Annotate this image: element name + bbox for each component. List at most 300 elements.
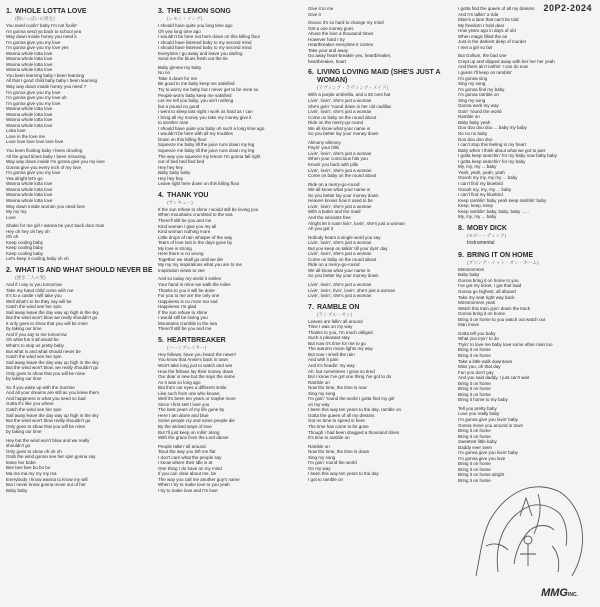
lyric-line: Payin' your bills (308, 145, 340, 151)
lyric-line: Inspiration views to see (158, 267, 205, 273)
lyric-line: Bring it on home (458, 352, 491, 358)
lyric-line: Bring it home to my baby (458, 397, 508, 403)
lyric-line: Oh what fun it all would be (6, 337, 59, 343)
lyric-line: I wouldn't be here with all my troubles (158, 131, 233, 137)
lyric-line: Bring it on home (458, 478, 491, 484)
lyric-line: Get a one money goes (308, 25, 354, 31)
song-title: HEARTBREAKER (167, 336, 226, 344)
lyric-line: Sing my song (308, 454, 336, 460)
song-heading (458, 252, 598, 260)
lyric-line: I'm gonna sing (458, 75, 488, 81)
lyric-line: Keep cooling baby (6, 250, 44, 256)
lyrics-list (158, 352, 306, 494)
lyric-line: Baby when I think about what we got to part (458, 147, 546, 153)
lyric-line: When I try to make love to you yeah (158, 482, 230, 488)
lyric-line: Wanna whole lotta love (6, 192, 53, 198)
lyric-line: You been learning baby I been learning (6, 72, 85, 78)
lyric-line: Doo doo doo doo ... baby my baby (458, 125, 527, 131)
lyric-line: My, my, my ... baby (458, 214, 497, 220)
song-heading (158, 8, 306, 16)
lyric-line: I been this way ten years to the day (308, 471, 379, 477)
lyric-line: So if you wake up with the Sunrise (6, 384, 75, 390)
lyric-line: Sail away leave the day way up high in the sky (6, 309, 99, 315)
lyric-line: Crept up and slipped away with her her her yeah (458, 58, 555, 64)
lyric-line: Try to worry me baby but I never get to be mine so (158, 87, 259, 93)
song-number: 1. (6, 8, 12, 15)
lyric-line: Gonna move you around in town (458, 422, 524, 428)
lyric-line: Bring it on home (458, 386, 491, 392)
lyric-line: Everytime I go away and leave you darling (158, 50, 243, 56)
lyric-line: Heaven knows how it used to be (308, 198, 373, 204)
lyric-line: I'm gonna give you my love (6, 89, 61, 95)
hand-drawn-illustration (468, 476, 588, 581)
lyric-line: Bring it on home to you watch out watch out (458, 316, 546, 322)
lyric-line: but a pound no good (158, 103, 200, 109)
lyric-line: Thanks to you it will be done (158, 287, 215, 293)
lyric-line: Though I had been dragged a thousand times (308, 429, 400, 435)
song-number: 9. (458, 251, 464, 259)
song-japanese-title: (ブリング・イット・オン・ホーム) (467, 259, 539, 265)
song-number: 3. (158, 8, 164, 15)
lyric-line: Livin', lovin', she's just a woman (308, 109, 372, 115)
lyric-line: Yeah, yeah, yeah, yeah (458, 169, 505, 175)
lyric-line: I got to ramble on (308, 476, 344, 482)
lyric-line: Baby gimme my baby (158, 64, 202, 70)
lyric-line: My love is strong (158, 245, 192, 251)
lyric-line: I would still be loving you (158, 315, 208, 321)
lyric-line: Ramble on (308, 443, 330, 449)
lyric-line: Livin', lovin', she's just a woman (308, 240, 372, 246)
song-number: 7. (308, 303, 314, 311)
lyric-line: Grab the wind gonna see her spin gonna say (6, 454, 96, 460)
lyric-line: Baby baby (458, 272, 480, 278)
lyric-line: Hey hey hey (158, 164, 184, 170)
song-number: 8. (458, 224, 464, 232)
lyric-line: Bring it on home (458, 461, 491, 467)
lyric-line: Since I first sett I love you (158, 401, 210, 407)
lyric-line: Ramble on (308, 379, 330, 385)
lyric-line: People worry baby keep me satisfied (158, 92, 232, 98)
lyric-line: Send me the blues fresh out the tie (158, 56, 228, 62)
lyric-line: But the wind won't blow we really shouldn't go (6, 315, 98, 321)
lyric-line: out of bed bed bed bed (158, 159, 205, 165)
lyric-line: Way way down inside honey you need ? (6, 84, 87, 90)
lyric-line: If the sun refuse to shine I would still be loving you (158, 206, 259, 212)
lyric-line: by taking our time (6, 429, 42, 435)
lyric-line: Gonna bring it on home (458, 311, 506, 317)
lyric-line: Tears of love lost in the days gone by (158, 240, 233, 246)
lyric-line: And the servants free (308, 214, 351, 220)
lyric-line: Give it to me (308, 6, 334, 11)
lyric-line: I've got my ticket, I got that load (458, 283, 522, 289)
lyric-line: Happiness I'm glad (158, 304, 197, 310)
lyrics-list (308, 319, 456, 483)
lyric-line: by taking our time (6, 376, 42, 382)
lyric-line: Squeeze me baby till the juice runs down my leg (158, 142, 255, 148)
song-heading (308, 304, 456, 312)
lyric-line: shouldn't go (6, 443, 31, 449)
lyric-line: Tell you pretty baby (458, 405, 497, 411)
song-japanese-title: (ランブル・オン) (317, 311, 353, 317)
song-title: LIVING LOVING MAID (SHE'S JUST A WOMAN) (317, 69, 441, 85)
lyric-line: Go away heart-breaker yes, heartbreaker, (308, 53, 392, 59)
song-title: RAMBLE ON (317, 303, 360, 311)
lyric-line: Ah, but sometimes I grow so tired (308, 368, 375, 374)
lyric-line: Squeeze me baby till the juice runs down my leg (158, 148, 255, 154)
lyric-line: How years ago in days of old (458, 28, 516, 34)
lyrics-list (6, 282, 154, 493)
lyric-line: And it's headin' my way (308, 362, 355, 368)
lyric-line: Keep cooling baby (6, 239, 44, 245)
lyric-line: Keep cooling baby (6, 245, 44, 251)
lyric-line: I know where their idle is at (158, 460, 213, 466)
lyric-line: You been flooling baby I been drooling (6, 148, 83, 154)
lyric-line: Bee bee bee bo bo bo (6, 465, 51, 471)
lyric-line: She's goin' 'round down in her old cadillac (308, 103, 392, 109)
lyrics-list (6, 23, 154, 262)
lyric-line: I can't stop this feeling in my heart (458, 142, 526, 148)
lyric-line: Love love love love love love (6, 139, 64, 145)
lyric-line: Wanna whole lotta love (6, 56, 53, 62)
lyric-line: But the wind won't blow really shouldn't go (6, 418, 91, 424)
lyric-line: Wanna whole lotta love (6, 106, 53, 112)
lyric-line: I bring all my money you take my money give it (158, 114, 252, 120)
lyric-line: Gotta the queen of all my dreams (308, 412, 375, 418)
lyric-line: But I know I've got one thing I've got to do (308, 374, 392, 380)
lyric-line: I gotta keep searchin' for my baby (458, 158, 526, 164)
song-heading (458, 225, 598, 233)
lyric-line: I'm gonna give you lovin' baby (458, 417, 519, 422)
lyric-line: Daddy ever seen (458, 444, 493, 450)
lyric-line: And happiness is what you need so bad (6, 395, 86, 401)
lyric-line: Only goes to show that you will be mine (6, 370, 86, 376)
song-japanese-title: (レモン・ソング) (167, 16, 203, 21)
lyric-line: Bring it on home (458, 380, 491, 386)
lyric-line: Ride on a merry-go-round (308, 262, 360, 268)
lyric-line: Come on baby on the round about (308, 173, 377, 179)
lyric-line: So you better lay your money down (308, 192, 379, 198)
lyric-line: I'm goin' 'round the world I gotta find my girl (308, 396, 395, 402)
lyric-line: Sing my song (308, 390, 336, 396)
lyric-line: Come on baby on the round about (308, 114, 377, 120)
song-heading (158, 337, 306, 345)
lyric-line: Take a little walk downtown (458, 358, 513, 364)
lyric-line: Shake for me girl I wanna be your back door man (6, 223, 105, 229)
lyric-line: Just in the darkest deep of murder (458, 39, 527, 45)
lyrics-list (308, 92, 456, 298)
lyric-line: Wanna whole lotta love (6, 197, 53, 203)
lyric-line: Ride on a merry-go-round (308, 181, 360, 187)
lyric-line: Let me tell you baby, you ain't nothing (158, 98, 234, 104)
lyric-line: Gonna go highest, all aboard (458, 288, 516, 294)
lyric-line: Heartbreaker everytime it comes (308, 42, 374, 48)
lyric-line: But I'll just keep on rollin' along (158, 429, 220, 435)
lyric-line: Alright let it roam livin', lovin', she's just a woman (308, 220, 405, 226)
lyric-line: No no no baby (458, 131, 488, 137)
lyric-line: I wouldn't be here not here down on this killing floor (158, 34, 261, 40)
lyric-line: Here there is no wrong (158, 251, 204, 257)
lyric-line: I'm gonna ramble on (458, 92, 499, 98)
lyric-line: With a purple umbrella, and a 50 cent hat (308, 92, 391, 98)
lyric-line: And with it pain (308, 357, 339, 363)
song-block (308, 304, 456, 483)
lyric-line: But Gollum, the bad one (458, 53, 507, 59)
lyric-line: 'Bout the way you left me flat (158, 449, 216, 455)
lyric-line: Mountains crumble to the sea (158, 320, 218, 326)
lyric-line: Wanna whole lotta love (6, 111, 53, 117)
song-block (458, 6, 598, 220)
lyric-line: And there ain't nothin' I can do now (458, 64, 529, 70)
lyric-line: My my my (6, 209, 27, 215)
lyric-line: I can't find my bluebird (458, 180, 503, 186)
song-number: 5. (158, 336, 164, 344)
lyric-line: We all know what your name is (308, 187, 370, 193)
song-japanese-title: (モビー・ディック) (467, 232, 507, 238)
lyric-line: I'm gonna give you my love yes (6, 45, 69, 51)
lyrics-column-2 (158, 6, 306, 499)
lyric-line: Ooooh my, my, my ... baby (458, 186, 512, 192)
lyric-line: Livin', lovin', she's just a woman (308, 203, 372, 209)
lyric-line: Man move (458, 322, 480, 328)
lyric-line: But now it's time for me to go (308, 340, 366, 346)
lyric-line: What's to stop us pretty baby (6, 342, 64, 348)
lyric-line: Ooooh my my, my my ... baby (458, 175, 518, 181)
lyric-line: Catch the wind see her spin (6, 407, 62, 412)
lyric-line: As it was so long ago (158, 379, 201, 385)
lyric-line: When mountains crumbled to the sea (158, 212, 233, 218)
lyric-line: Nobody hears a single word you say (308, 234, 381, 240)
lyric-line: Leaves are fallin' all around (308, 318, 363, 324)
song-number: 4. (158, 191, 164, 199)
lyric-line: Such a pleasant stay (308, 335, 350, 341)
lyric-line: Lotta love (6, 128, 26, 134)
lyric-line: I'm gonna give you my love (6, 170, 61, 176)
lyrics-list (458, 267, 598, 484)
song-heading (6, 267, 154, 275)
lyric-line: By the wicked ways of love (158, 424, 212, 429)
lyric-line: But the wind won't blow, we really shouldn't go (6, 365, 99, 371)
lyric-line: And so today my world it smiles (158, 276, 222, 282)
lyric-line: Let's keep it cooling baby oh oh (6, 256, 69, 262)
lyric-line: One thing I do have on my mind (158, 465, 222, 471)
lyric-line: heartbreaker, heart (308, 58, 347, 64)
lyric-line: I'm gonna give you love (458, 455, 506, 461)
lyric-line: I should have listened baby to my second mind (158, 39, 252, 45)
lyric-line: Doo doo doo doo (458, 136, 493, 142)
lyric-line: Hey oh hey oh hey oh (6, 228, 50, 234)
lyric-line: Livin', lovin', she's just a woman (308, 150, 372, 156)
song-number: 2. (6, 266, 12, 274)
lyric-line: Take my seat right way back (458, 294, 515, 300)
song-japanese-title: (胸いっぱいの愛を) (15, 16, 55, 21)
lyric-line: Ah you got it (308, 226, 334, 232)
lyrics-list (458, 6, 598, 220)
lyric-line: Livin', lovin', she's just a woman (308, 251, 372, 257)
lyric-line: Some people cry and some people die (158, 418, 235, 424)
lyric-line: What you tryin' to do (458, 336, 499, 342)
lyric-line: Together we shall go until we die (158, 256, 224, 262)
song-heading (6, 8, 154, 16)
lyric-line: Oh oh (6, 234, 19, 240)
song-title: MOBY DICK (467, 224, 507, 232)
lyric-line: Hey hey hey (158, 175, 184, 181)
lyric-line: Now the time, the time is down (308, 449, 370, 455)
lyric-line: Livin', lovin', livin', lovin', she's just a woman (308, 287, 396, 293)
lyric-line: The best years of my life gone by (158, 407, 225, 413)
lyric-line: Abuse the love a thousand times (308, 31, 374, 37)
lyric-line: I'm gonna send ya back to school yea (6, 28, 82, 34)
lyric-line: So you better lay your money down (308, 131, 379, 137)
lyric-line: I should have listened baby to my second mind (158, 45, 252, 51)
lyric-line: Oh yea long time ago (158, 28, 201, 34)
lyric-line: Only goes to show oh oh oh (6, 448, 62, 454)
lyric-line: Thanks to you, I'm much obliged (308, 329, 373, 335)
lyric-line: I met a girl so fair (458, 44, 493, 50)
lyric-line: But now I smell the rain (308, 351, 355, 357)
lyric-line: And all your dreams are still as you knew them (6, 390, 100, 396)
song-block (308, 69, 456, 298)
lyric-line: Sweetest little baby (458, 439, 497, 445)
lyrics-column-1 (6, 6, 154, 498)
song-title: THE LEMON SONG (167, 8, 231, 15)
lyric-line: I'm goin' round the world (308, 460, 357, 466)
lyric-line: Well what's to be they say will be (6, 298, 72, 304)
song-block (158, 337, 306, 494)
lyric-line: The time has come to be gone (308, 424, 369, 429)
lyric-line: Mmmmmmm yeah (458, 300, 496, 306)
lyric-line: I should have quite you long time ago (158, 23, 233, 28)
lyric-line: Livin', lovin', she's just a woman (308, 293, 372, 299)
lyric-line: Sail away leave the day way up high in the sky (6, 359, 99, 365)
lyric-line: Kind woman nothing more (158, 229, 211, 235)
song-title: WHAT IS AND WHAT SHOULD NEVER BE (15, 266, 153, 274)
song-japanese-title: (強き二人の愛) (15, 274, 46, 280)
lyric-line: I don't care what the people say (158, 454, 222, 460)
song-japanese-title: (サンキュー) (167, 199, 193, 205)
lyric-line: If you can clear about me, be (158, 471, 217, 477)
lyric-line: on my way (308, 401, 330, 407)
lyric-line: It's to a castle I will take you (6, 293, 62, 299)
lyric-line: Sing my song (458, 97, 486, 103)
lyric-line: We all know what your name is (308, 125, 370, 131)
lyric-line: So you better lay your money down (308, 273, 379, 279)
lyric-line: Won't take long just to watch and see (158, 362, 233, 368)
label-logo: MMGINC. (541, 587, 578, 599)
lyric-line: Love you really baby (458, 411, 500, 417)
song-block (458, 225, 598, 247)
lyric-line: leave her babe (6, 459, 36, 465)
lyric-line: Be good to me baby keep me satisfied (158, 81, 235, 87)
lyric-line: Give it (308, 11, 321, 17)
lyric-line: Gonna work my way (458, 103, 499, 109)
lyric-line: Ride on the merry-go round (308, 120, 364, 126)
lyric-line: If the sun refuse to shine (158, 309, 208, 315)
lyric-line: With a butler and the maid (308, 209, 361, 215)
lyric-line: We all know what your name is (308, 267, 370, 273)
song-heading (158, 192, 306, 200)
lyric-line: Wanna whole lotta love (6, 67, 53, 73)
lyric-line: My my my inspirations what you are to me (158, 262, 243, 268)
lyrics-list (308, 6, 456, 64)
lyric-line: Bring it on home (458, 428, 491, 434)
lyric-line: Keep, keep, keep (458, 203, 494, 209)
lyric-line: Gotta it's like you where (6, 401, 54, 407)
lyric-line: Bring it on home alright (458, 472, 505, 478)
lyric-line: I'm gonna give you lovin' baby (458, 450, 519, 456)
lyric-line: Bring it on home (458, 347, 491, 353)
lyric-line: by taking our time (6, 326, 42, 332)
lyric-line: I'm gonna find my baby (458, 86, 505, 92)
lyric-line: Way down inside woman you need love (6, 203, 85, 209)
lyric-line: The way you squeeze my lemon I'm gonna fall right (158, 153, 261, 159)
lyric-line: And I'm talkin' a ride (458, 11, 499, 17)
lyric-line: Gonna bring it on home to you (458, 277, 519, 283)
lyric-line: Like such from one who knows (158, 390, 220, 396)
lyric-line: Baby baby (6, 487, 28, 493)
lyric-line: Livin', lovin', she's just a woman (308, 281, 372, 287)
lyric-line: When your conscious hits you (308, 156, 368, 162)
lyric-line: Knock you back with pills (308, 162, 359, 168)
lyric-line: Down on this killing floor (158, 136, 207, 142)
lyric-line: Take it down for me (158, 75, 198, 81)
lyric-line: I gotta find the queen of all my dreams (458, 6, 535, 11)
lyric-line: Livin', lovin', she's just a woman (308, 167, 372, 173)
lyric-line: Kind woman I give you my all (158, 223, 217, 229)
lyric-line: And if I say to you tomorrow (6, 281, 62, 287)
lyric-line: I went to sleep last night I work as hard as I can (158, 109, 253, 115)
lyric-line: Wanna whole lotta love (6, 186, 53, 192)
lyric-line: Sail away leave the day way up high in the sky (6, 412, 99, 418)
lyric-line: I should have quite you baby oh such a long time ago (158, 125, 265, 131)
lyric-line: I'm gonna give you my love (6, 100, 61, 106)
lyric-line: Leave right here down on this killing floor (158, 181, 240, 187)
lyric-line: Ma ma ma my my my ma (6, 471, 57, 477)
lyric-line: I'm gonna give you my love uh (6, 95, 67, 101)
lyric-line: My freedom I hold dear (458, 22, 505, 28)
lyric-line: Ramble on (458, 114, 480, 120)
lyric-line: Got no time to spend in here (308, 418, 365, 424)
song-block (308, 6, 456, 64)
lyric-line: How the fellows lay their money down (158, 368, 234, 374)
song-japanese-title: (リヴィング・ラヴィング・メイド) (317, 85, 389, 91)
song-title: THANK YOU (167, 191, 209, 199)
lyric-line: But you keep on talkin' till your dyin' day (308, 245, 388, 251)
lyric-line: Livin', lovin', she's just a woman (308, 98, 372, 104)
lyric-line: Gotta tell you baby (458, 330, 496, 336)
lyric-line: Tryin' to love me baby love some other man too (458, 341, 553, 347)
lyric-line: Mine's a lane that can't be told (458, 17, 519, 23)
lyric-line: Well it's been ten years or maybe more (158, 396, 236, 402)
song-block (6, 8, 154, 262)
lyric-line: Bring it on home (458, 391, 491, 397)
song-number: 6. (308, 69, 314, 77)
lyric-line: When magic filled the air (458, 33, 508, 39)
lyric-line: Wanna whole lotta love (6, 181, 53, 187)
catalog-number: 20P2-2024 (543, 3, 592, 13)
lyric-line: Wanna whole lotta love (6, 61, 53, 67)
lyric-line: Now the time, the time is now (308, 385, 367, 391)
lyric-line: Your hand in mine we walk the miles (158, 281, 231, 287)
lyric-line: It only goes to show that you will be mine (6, 320, 88, 326)
lyrics-list (158, 23, 306, 187)
lyric-line: Time I was on my way (308, 324, 353, 330)
lyric-line: With the grace from the Lord above (158, 435, 229, 441)
lyrics-list (158, 207, 306, 332)
lyric-line: Yea alright let's go (6, 175, 43, 181)
lyric-line: Wanna whole lotta love (6, 117, 53, 123)
lyric-line: Ooooo it's so hard to change my mind (308, 20, 384, 26)
song-title: BRING IT ON HOME (467, 251, 534, 259)
